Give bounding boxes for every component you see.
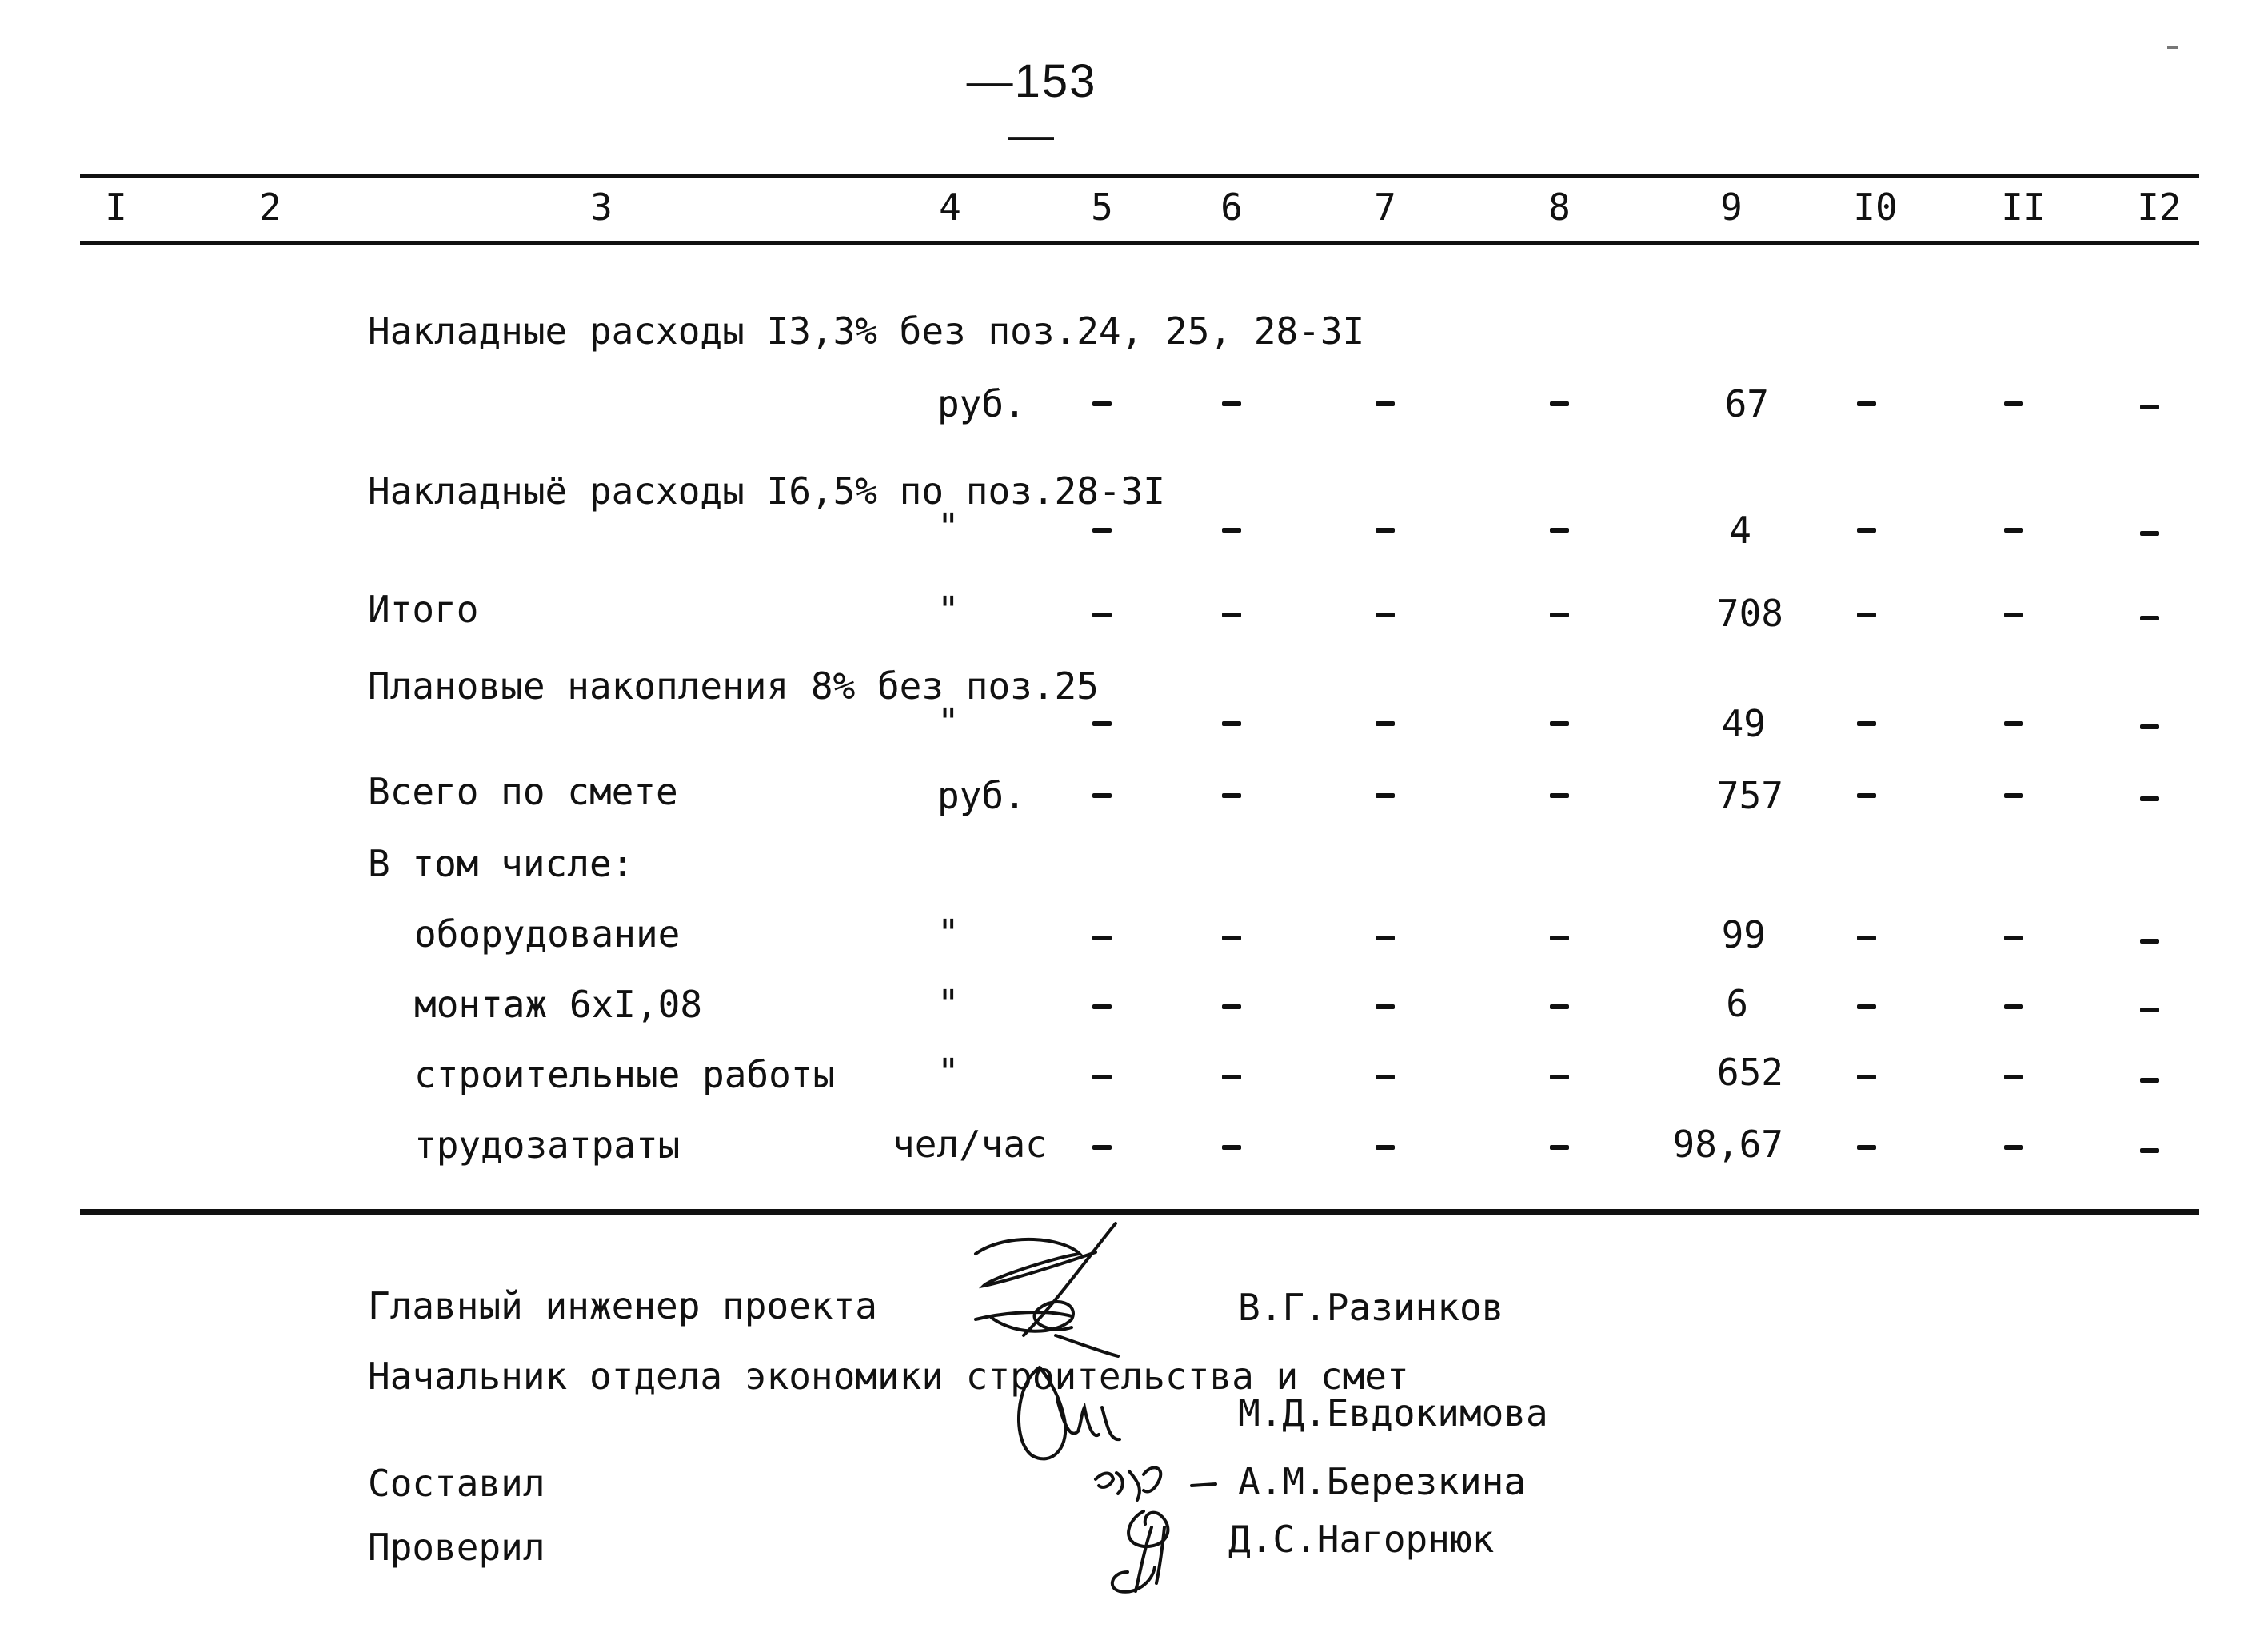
row-label: Итого [368,588,479,631]
dash [2004,721,2023,726]
dash [2140,724,2159,729]
row-value: 757 [1716,774,1783,817]
dash [1376,1075,1395,1079]
dash [2004,1075,2023,1079]
column-header: 4 [939,186,961,229]
signature-role: Составил [368,1462,545,1505]
signature-razinkov [960,1215,1152,1359]
row-unit: " [937,912,960,955]
row-label: строительные работы [414,1053,836,1096]
dash [2004,793,2023,798]
row-unit: руб. [937,382,1026,425]
dash [1092,401,1112,406]
dash [1376,793,1395,798]
dash [1222,528,1241,533]
row-unit: " [937,700,960,744]
dash [1857,401,1876,406]
dash [1092,721,1112,726]
signature-nagornyuk [1096,1495,1208,1599]
column-header: 6 [1220,186,1243,229]
row-unit: " [937,1051,960,1094]
column-header: I [105,186,127,229]
dash [1376,528,1395,533]
dash [2004,401,2023,406]
dash [1550,528,1569,533]
dash [1550,721,1569,726]
dash [1222,1145,1241,1150]
dash [1376,936,1395,940]
row-value: 67 [1724,382,1769,425]
dash [1857,721,1876,726]
row-label: Накладные расходы I3,3% без поз.24, 25, 28-3I [368,309,1365,353]
dash [1550,1004,1569,1009]
dash [1550,936,1569,940]
dash [1550,793,1569,798]
dash [1092,1075,1112,1079]
dash [1092,936,1112,940]
dash [2140,616,2159,620]
signature-role: Главный инженер проекта [368,1284,877,1327]
dash [2140,405,2159,409]
dash [1092,528,1112,533]
dash [1857,528,1876,533]
row-label: Накладныё расходы I6,5% по поз.28-3I [368,469,1165,513]
row-value: 98,67 [1672,1123,1783,1166]
dash [1222,1004,1241,1009]
dash [1376,721,1395,726]
dash [1376,613,1395,617]
header-bottom-rule [80,241,2199,245]
dash [1857,1004,1876,1009]
dash [2004,936,2023,940]
row-unit: " [937,505,960,549]
dash [1092,1004,1112,1009]
column-header: 5 [1091,186,1113,229]
dash [1092,793,1112,798]
row-label: монтаж 6хI,08 [414,983,703,1026]
signature-name: М.Д.Евдокимова [1238,1391,1548,1435]
column-header: 3 [590,186,613,229]
dash [1376,401,1395,406]
column-header: 7 [1374,186,1396,229]
dash [1222,1075,1241,1079]
dash [1222,721,1241,726]
dash [1857,1145,1876,1150]
dash [2140,1008,2159,1012]
row-value: 6 [1726,982,1748,1025]
dash [1857,1075,1876,1079]
row-value: 652 [1716,1051,1783,1094]
dash [1222,936,1241,940]
column-header: 2 [259,186,282,229]
dash [1092,613,1112,617]
dash [2140,531,2159,536]
dash [1092,1145,1112,1150]
column-header: I2 [2137,186,2182,229]
column-header: 8 [1548,186,1571,229]
dash [1550,613,1569,617]
dash [2004,613,2023,617]
dash [1376,1004,1395,1009]
row-label: оборудование [414,912,681,956]
dash [2004,1145,2023,1150]
column-header: I0 [1853,186,1898,229]
dash [1222,401,1241,406]
signature-evdokimova [1008,1351,1144,1471]
scan-mark [2167,46,2178,49]
table-top-rule [80,174,2199,178]
column-header: 9 [1720,186,1743,229]
row-value: 99 [1721,913,1766,956]
dash [1550,1145,1569,1150]
dash [1550,1075,1569,1079]
row-unit: чел/час [892,1123,1048,1166]
dash [2140,1078,2159,1083]
row-unit: руб. [937,774,1026,817]
dash [1857,613,1876,617]
dash [2140,939,2159,944]
signature-name: А.М.Березкина [1238,1460,1527,1503]
table-bottom-rule [80,1209,2199,1215]
dash [2004,528,2023,533]
row-value: 4 [1729,509,1751,552]
row-label: Всего по смете [368,770,678,813]
dash [1376,1145,1395,1150]
signature-role: Начальник отдела экономики строительства и смет [368,1355,1409,1398]
column-header: II [2001,186,2046,229]
row-value: 708 [1716,592,1783,635]
row-unit: " [937,589,960,632]
row-label: Плановые накопления 8% без поз.25 [368,664,1099,708]
dash [1222,793,1241,798]
dash [1857,793,1876,798]
signature-name: В.Г.Разинков [1238,1286,1504,1329]
page-number: —153— [966,55,1097,161]
dash [1550,401,1569,406]
signature-role: Проверил [368,1526,545,1569]
row-unit: " [937,982,960,1025]
row-label: трудозатраты [414,1123,681,1167]
dash [2140,796,2159,801]
dash [1222,613,1241,617]
dash [2140,1148,2159,1153]
dash [2004,1004,2023,1009]
dash [1857,936,1876,940]
row-label: В том числе: [368,842,634,885]
row-value: 49 [1721,702,1766,745]
signature-name: Д.С.Нагорнюк [1228,1518,1495,1561]
